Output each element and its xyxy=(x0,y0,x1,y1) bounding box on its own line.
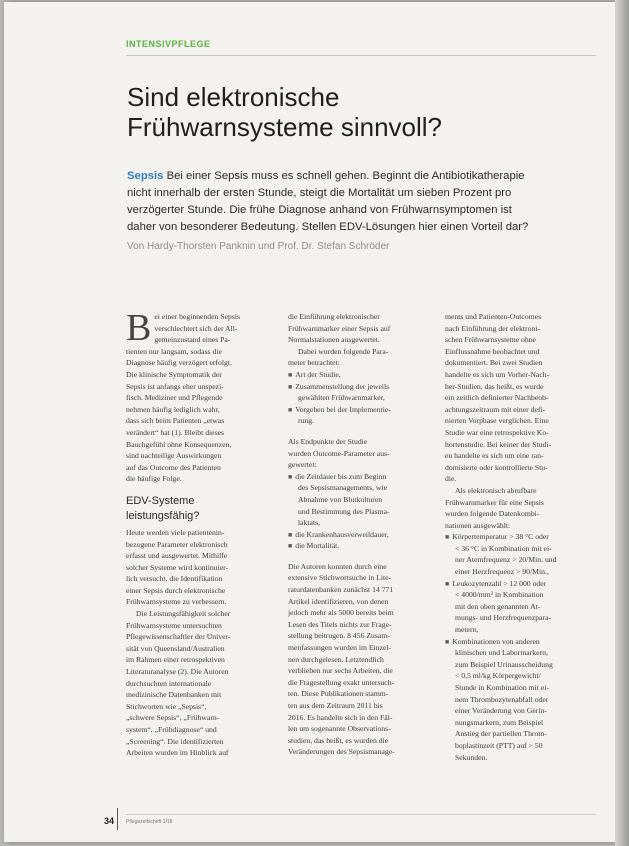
text-line: „schwere Sepsis“, „Frühwarn- xyxy=(126,713,220,723)
bullet-line: boplastinzeit (PTT) auf > 50 xyxy=(455,740,543,750)
text-line: fisch. Mediziner und Pflegende xyxy=(126,393,223,403)
section-label: INTENSIVPFLEGE xyxy=(126,39,211,49)
text-line: Stichworten wie „Sepsis“, xyxy=(126,701,207,711)
text-line: Die Leistungsfähigkeit solcher xyxy=(136,609,231,619)
text-line: ments und Patienten-Outcomes xyxy=(445,312,542,321)
journal-name: Pflegezeitschrift 1/18 xyxy=(126,819,173,825)
text-line: Arbeiten wurden im Hinblick auf xyxy=(126,748,229,758)
bullet-line: einer Herzfrequenz > 90/Min., xyxy=(455,567,549,577)
page-number-divider xyxy=(117,808,118,830)
text-line: achtungszeitraum mit einer defi- xyxy=(445,404,546,414)
lead-line xyxy=(127,168,597,185)
text-line: ein zeitlich definierter Nachbeob- xyxy=(445,393,549,403)
text-line: raturdatenbanken zunächst 14 771 xyxy=(288,585,394,595)
text-line: wurden Outcome-Parameter aus- xyxy=(288,448,390,458)
bullet-line: Sekunden. xyxy=(455,752,488,762)
text-line: die Einführung elektronischer xyxy=(288,312,380,321)
text-line: Dabei wurden folgende Para- xyxy=(298,346,389,356)
text-line: nierten Vorphase verglichen. Eine xyxy=(445,416,549,426)
text-line: 2016. Es handelte sich in den Fäl- xyxy=(288,712,393,722)
bullet-line: < 36 °C in Kombination mit ei- xyxy=(455,543,552,553)
text-line: einer Sepsis durch elektronische xyxy=(126,585,226,595)
bullet-line: mungs- und Herzfrequenzpara- xyxy=(455,613,552,623)
text-line: Frühwarnsysteme zu verbessern. xyxy=(126,597,227,607)
text-line: bezogene Parameter elektronisch xyxy=(126,539,228,549)
bullet-line: klinischen und Labormarkern, xyxy=(455,648,548,658)
text-line: stellung beitrugen. 8 456 Zusam- xyxy=(288,631,390,641)
lead-kicker: Sepsis xyxy=(127,170,164,182)
text-line: Artikel identifizieren, von denen xyxy=(288,596,389,606)
bullet-line: einer Veränderung von Gerin- xyxy=(455,706,547,716)
text-line: verschlechtert sich der All- xyxy=(154,323,238,333)
lead-line: verzögerter Stunde. Die frühe Diagnose anhand von Frühwarnsymptomen ist xyxy=(127,204,512,216)
title-line: Frühwarnsysteme sinnvoll? xyxy=(127,112,443,142)
bullet-line: gewählten Frühwarnmarker, xyxy=(298,393,385,403)
bullet-line: ■ Leukozytenzahl > 12 000 oder xyxy=(445,578,592,590)
text-line: nen durchgelesen. Letztendlich xyxy=(288,654,384,664)
text-line: studien, das heißt, es wurden die xyxy=(288,735,389,745)
bullet-line: ■ Vorgehen bei der Implementie- xyxy=(288,404,435,416)
drop-cap: B xyxy=(126,307,152,349)
subhead-line: EDV-Systeme xyxy=(126,494,195,507)
text-line: meter betrachtet: xyxy=(288,358,340,368)
text-line: Literaturanalyse (2). Die Autoren xyxy=(126,667,229,677)
bullet-line: ner Atemfrequenz > 20/Min. und xyxy=(455,555,557,565)
text-line: die. xyxy=(445,474,457,484)
text-line: „Screening“. Die identifizierten xyxy=(126,736,224,746)
bullet-line: mit den oben genannten At- xyxy=(455,601,541,611)
article-title xyxy=(127,82,597,142)
text-line: hortenstudie. Bei keiner der Studi- xyxy=(445,439,552,449)
text-line: Als Endpunkte der Studie xyxy=(288,436,368,446)
text-line: tienten nur langsam, sodass die xyxy=(126,346,222,356)
text-line: Normalstationen ausgewertet. xyxy=(288,335,380,345)
bullet-line: und Bestimmung des Plasma- xyxy=(298,506,390,516)
text-line: handelte es sich um Vorher-Nach- xyxy=(445,369,550,379)
text-line: jedoch mehr als 5000 bereits beim xyxy=(288,608,394,618)
text-line: gewertet: xyxy=(288,460,317,470)
text-line: durchsuchten internationale xyxy=(126,678,212,688)
text-line: solcher Systeme wird kontinuier- xyxy=(126,562,229,572)
bullet-line: < 4000/mm³ in Kombination xyxy=(455,590,544,600)
text-line: Pflegewissenschaftler der Univer- xyxy=(126,632,231,642)
text-line: Als elektronisch abrufbare xyxy=(455,485,537,495)
scan-edge-shadow xyxy=(615,0,629,846)
author-byline: Von Hardy-Thorsten Panknin und Prof. Dr. Stefan Schröder xyxy=(127,241,390,252)
bullet-line: ■ Art der Studie, xyxy=(288,369,435,381)
text-line: ei einer beginnenden Sepsis xyxy=(154,312,240,321)
lead-line: daher von besonderer Bedeutung. Stellen EDV-Lösungen hier einen Vorteil dar? xyxy=(127,221,529,233)
text-column-1 xyxy=(126,307,273,759)
subhead-line: leistungsfähig? xyxy=(126,509,200,522)
bullet-line: ■ Zusammenstellung der jeweils xyxy=(288,381,435,393)
text-line: system“, „Frühdiagnose“ und xyxy=(126,725,217,734)
text-line: her-Studien, das heißt, es wurde xyxy=(445,381,544,391)
text-line: Lesen des Titels nichts zur Frage- xyxy=(288,619,392,629)
text-line: verändert“ hat (1). Bleibt dieses xyxy=(126,427,224,437)
text-line: Frühwarnmarker für eine Sepsis xyxy=(445,497,544,507)
subhead xyxy=(126,494,273,524)
text-line: nationen ausgewählt: xyxy=(445,520,511,530)
text-line: im Rahmen einer retrospektiven xyxy=(126,655,225,665)
text-line: Veränderungen des Sepsismanage- xyxy=(288,747,395,757)
text-line: Frühwarnsysteme untersuchten xyxy=(126,620,222,630)
bullet-line: ■ Kombinationen von anderen xyxy=(445,636,592,648)
text-line: sind nachteilige Auswirkungen xyxy=(126,451,222,461)
text-line: extensive Stichwortsuche in Lite- xyxy=(288,573,392,583)
bullet-line: Anstieg der partiellen Throm- xyxy=(455,729,547,739)
bullet-line: ■ die Krankenhausverweildauer, xyxy=(288,529,435,541)
bullet-line: nem Thrombozytenabfall oder xyxy=(455,694,549,704)
text-line: gemeinzustand eines Pa- xyxy=(154,335,231,345)
text-line: Die klinische Symptomatik der xyxy=(126,369,222,379)
text-line: medizinische Datenbanken mit xyxy=(126,690,222,700)
text-line: auf das Outcome des Patienten xyxy=(126,462,221,472)
text-line: ten aus dem Zeitraum 2011 bis xyxy=(288,701,383,710)
text-line: Die Autoren konnten durch eine xyxy=(288,561,387,571)
footer-rule xyxy=(126,814,596,815)
text-line: ten. Diese Publikationen stamm- xyxy=(288,689,389,699)
lead-text: Bei einer Sepsis muss es schnell gehen. Beginnt die Antibiotikatherapie xyxy=(163,170,525,182)
bullet-line: laktats, xyxy=(298,518,320,528)
text-line: en handelte es sich um eine ran- xyxy=(445,451,544,461)
text-line: Sepsis ist anfangs eher unspezi- xyxy=(126,381,224,391)
text-line: len um sogenannte Observations- xyxy=(288,724,391,734)
text-line: Studie war eine retrospektive Ko- xyxy=(445,427,549,437)
text-column-3 xyxy=(445,311,592,763)
bullet-line: rung. xyxy=(298,416,315,426)
text-line: Einflussnahme beobachtet und xyxy=(445,346,540,356)
text-line: wurden folgende Datenkombi- xyxy=(445,509,540,519)
bullet-line: nungsmarkern, zum Beispiel xyxy=(455,717,544,727)
text-line: Heute werden viele patientenin- xyxy=(126,527,225,537)
text-line: erfasst und ausgewertet. Mithilfe xyxy=(126,551,228,561)
text-line: lich versucht, die Identifikation xyxy=(126,574,223,584)
text-line: domisierte oder kontrollierte Stu- xyxy=(445,462,548,472)
bullet-line: metern, xyxy=(455,625,479,635)
text-line: die häufige Folge. xyxy=(126,474,182,484)
text-line: Bauchgefühl ohne Konsequenzen, xyxy=(126,439,232,449)
text-line: verblieben nur sechs Arbeiten, die xyxy=(288,666,393,676)
bullet-line: ■ Körpertemperatur > 38 °C oder xyxy=(445,531,592,543)
text-line: nach Einführung der elektroni- xyxy=(445,323,540,333)
text-line: Frühwarnmarker einer Sepsis auf xyxy=(288,323,391,333)
lead-line: nicht innerhalb der ersten Stunde, steigt die Mortalität um sieben Prozent pro xyxy=(127,187,512,199)
text-line: die Fragestellung exakt untersuch- xyxy=(288,677,395,687)
text-column-2 xyxy=(288,311,435,758)
text-line: sität von Queensland/Australien xyxy=(126,643,225,653)
bullet-line: zum Beispiel Urinausscheidung xyxy=(455,659,553,669)
bullet-line: ■ die Zeitdauer bis zum Beginn xyxy=(288,471,435,483)
bullet-line: < 0,5 ml/kg Körpergewicht/ xyxy=(455,671,541,681)
lead-paragraph xyxy=(127,168,597,236)
bullet-line: des Sepsismanagements, wie xyxy=(298,483,388,493)
magazine-page xyxy=(4,2,616,842)
text-line: nehmen häufig lediglich wahr, xyxy=(126,404,220,414)
text-line: schen Frühwarnsysteme ohne xyxy=(445,335,536,345)
bullet-line: Stunde in Kombination mit ei- xyxy=(455,683,549,692)
page-number: 34 xyxy=(104,816,115,826)
bullet-line: ■ die Mortalität. xyxy=(288,540,435,552)
text-line: dokumentiert. Bei zwei Studien xyxy=(445,358,543,368)
title-line: Sind elektronische xyxy=(127,82,340,112)
header-rule xyxy=(126,55,596,56)
text-line: dass sich beim Patienten „etwas xyxy=(126,416,225,426)
text-line: menfassungen wurden im Einzel- xyxy=(288,643,392,653)
text-line: Diagnose häufig verzögert erfolgt. xyxy=(126,358,232,368)
bullet-line: Abnahme von Blutkulturen xyxy=(298,494,383,504)
